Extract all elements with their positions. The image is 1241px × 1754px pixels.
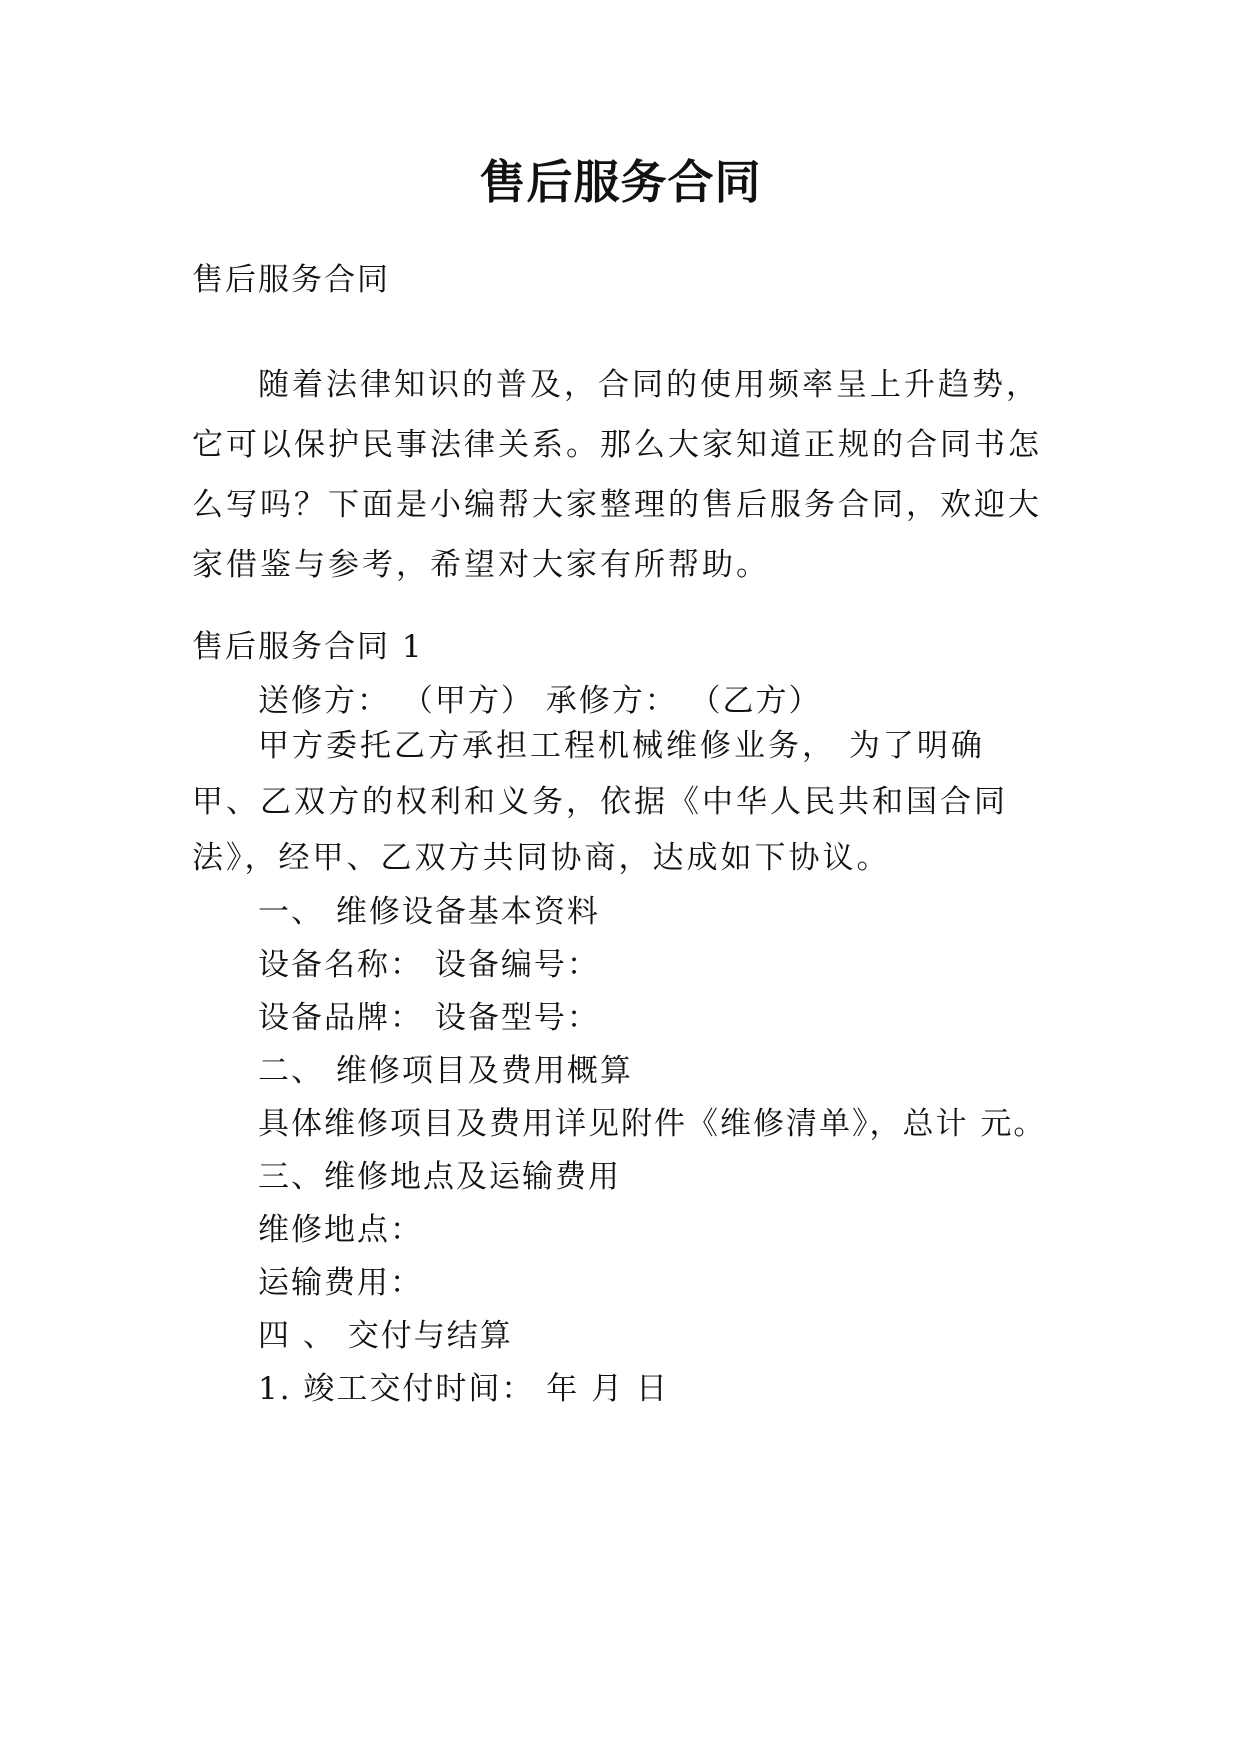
equipment-name-line: 设备名称： 设备编号： (258, 947, 600, 983)
delivery-time-line: 1. 竣工交付时间： 年 月 日 (258, 1371, 669, 1407)
purpose-paragraph: 甲方委托乙方承担工程机械维修业务， 为了明确甲、乙双方的权利和义务，依据《中华人民共和国合同法》，经甲、乙双方共同协商，达成如下协议。 (192, 728, 1008, 876)
transport-cost-line: 运输费用： (258, 1265, 423, 1301)
equipment-brand-line: 设备品牌： 设备型号： (258, 1000, 600, 1036)
section-heading: 售后服务合同 1 (192, 629, 424, 665)
clause1-heading: 一、 维修设备基本资料 (258, 894, 600, 930)
clause3-heading: 三、维修地点及运输费用 (258, 1159, 621, 1195)
page-title: 售后服务合同 (479, 155, 762, 209)
intro-paragraph: 随着法律知识的普及，合同的使用频率呈上升趋势，它可以保护民事法律关系。那么大家知道正规的合同书怎么写吗？下面是小编帮大家整理的售后服务合同，欢迎大家借鉴与参考，希望对大家有所帮助。 (192, 367, 1042, 583)
clause4-heading: 四 、 交付与结算 (258, 1318, 513, 1354)
document-subtitle: 售后服务合同 (192, 262, 390, 298)
clause2-heading: 二、 维修项目及费用概算 (258, 1053, 633, 1089)
parties-line: 送修方： （甲方） 承修方： （乙方） (258, 683, 822, 719)
repair-location-line: 维修地点： (258, 1212, 423, 1248)
clause2-detail: 具体维修项目及费用详见附件《维修清单》，总计 元。 (258, 1106, 1047, 1142)
